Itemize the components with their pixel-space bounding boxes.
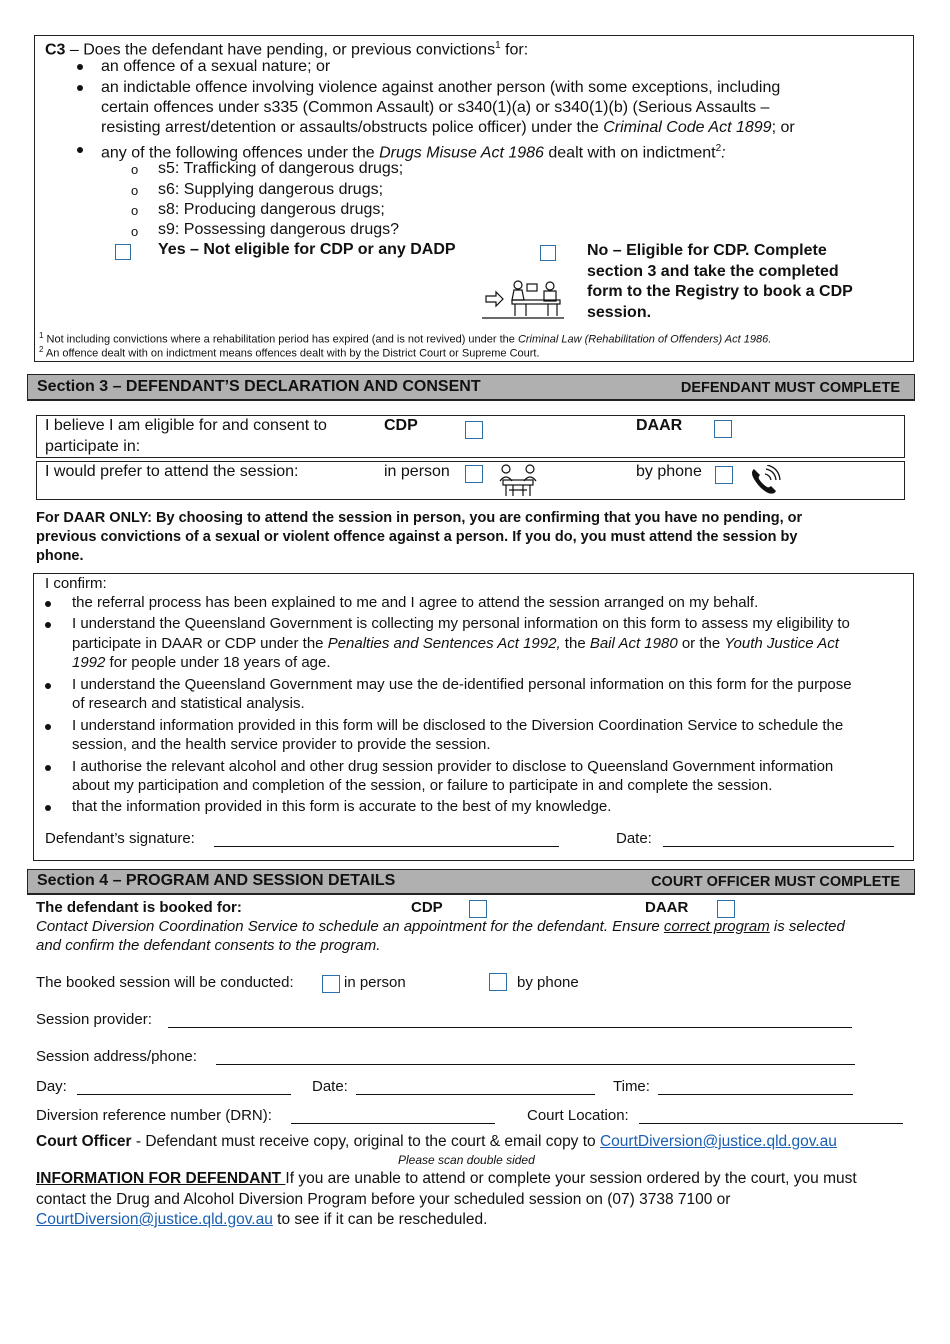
day-field[interactable] [77,1080,291,1095]
court-location-label: Court Location: [527,1107,629,1124]
s4-by-phone-checkbox[interactable] [489,973,507,991]
sub-bullet-icon: o [131,224,139,239]
time-label: Time: [613,1078,650,1095]
confirm-item: the referral process has been explained to me and I agree to attend the session arranged on my behalf. [72,594,759,611]
s3-cdp-checkbox[interactable] [465,421,483,439]
s4-in-person-checkbox[interactable] [322,975,340,993]
booked-for-label: The defendant is booked for: [36,899,242,916]
c3-yes-label: Yes – Not eligible for CDP or any DADP [158,241,456,258]
s4-cdp-checkbox[interactable] [469,900,487,918]
s3-in-person-checkbox[interactable] [465,465,483,483]
info-for-defendant: INFORMATION FOR DEFENDANT If you are unable to attend or complete your session ordered by the court, you must contact the Drug and Alcohol Diversion Program before your scheduled session on (07) 3738 7100 or CourtDiversion@justice.qld.gov.au to see if it can be rescheduled. [36,1170,857,1228]
c3-sub-item: s5: Trafficking of dangerous drugs; [158,160,404,177]
c3-no-label: No – Eligible for CDP. Complete section 3 and take the completed form to the Registry to book a CDP session. [587,242,853,321]
provider-field[interactable] [168,1013,852,1028]
s3-by-phone-checkbox[interactable] [715,466,733,484]
s3-date-field[interactable] [663,832,894,847]
confirm-item: I authorise the relevant alcohol and other drug session provider to disclose to Queensland Government information [72,758,834,775]
attendance-label: I would prefer to attend the session: [45,463,299,480]
c3-bullet-violence-l1: an indictable offence involving violence against another person (with some exceptions, including [101,79,781,96]
s3-by-phone-label: by phone [636,463,702,480]
confirm-item: I understand the Queensland Government may use the de-identified personal information on this form for the purpose [72,676,852,693]
confirm-item-cont: of research and statistical analysis. [72,695,305,712]
c3-sub-item: s6: Supplying dangerous drugs; [158,181,384,198]
c3-yes-checkbox[interactable] [115,244,131,260]
drn-label: Diversion reference number (DRN): [36,1107,272,1124]
s3-daar-checkbox[interactable] [714,420,732,438]
footnote-2: $^2$ An offence dealt with on indictment means offences dealt with by the District Court or Supreme Court. [39,345,540,360]
bullet [77,85,83,91]
time-field[interactable] [658,1080,853,1095]
info-email-link[interactable]: CourtDiversion@justice.qld.gov.au [36,1211,273,1228]
court-location-field[interactable] [639,1109,903,1124]
bullet [77,64,83,70]
provider-label: Session provider: [36,1011,152,1028]
section3-title: Section 3 – DEFENDANT’S DECLARATION AND CONSENT [37,378,481,395]
s3-cdp-label: CDP [384,417,418,434]
in-person-meeting-icon [497,463,539,502]
section4-tag: COURT OFFICER MUST COMPLETE [651,874,900,890]
court-email-link[interactable]: CourtDiversion@justice.qld.gov.au [599,1133,837,1150]
info-label: INFORMATION FOR DEFENDANT [36,1170,286,1187]
section4-header [27,869,915,895]
s4-daar-label: DAAR [645,899,689,916]
footnote-1: $^1$ Not including convictions where a rehabilitation period has expired (and is not revived) under the Criminal Law (Rehabilitation of Offenders) Act 1986. [39,331,772,346]
s3-date-label: Date: [616,830,652,847]
address-field[interactable] [216,1050,855,1065]
confirm-item-cont: 1992 for people under 18 years of age. [72,654,331,671]
confirm-item-cont: session, and the health service provider to provide the session. [72,736,491,753]
c3-bullet-violence-l2: certain offences under s335 (Common Assault) or s340(1)(a) or s340(1)(b) (Serious Assaults – [101,99,770,116]
confirm-title: I confirm: [45,575,107,592]
bullet [77,147,83,153]
c3-question: C3 – Does the defendant have pending, or previous convictions$^1$ for: [45,40,529,59]
sub-bullet-icon: o [131,183,139,198]
s4-date-label: Date: [312,1078,348,1095]
s4-date-field[interactable] [356,1080,595,1095]
confirm-item: that the information provided in this form is accurate to the best of my knowledge. [72,798,612,815]
section3-tag: DEFENDANT MUST COMPLETE [680,380,900,396]
drn-field[interactable] [291,1109,495,1124]
court-officer-note: Court Officer - Defendant must receive copy, original to the court & email copy to CourtDiversion@justice.qld.gov.au [36,1133,837,1150]
c3-bullet-drugs: any of the following offences under the Drugs Misuse Act 1986 dealt with on indictment$^2$: [101,143,726,162]
section3-header [27,374,915,401]
registry-counter-icon [482,278,564,325]
s3-in-person-label: in person [384,463,450,480]
address-label: Session address/phone: [36,1048,197,1065]
daar-note: For DAAR ONLY: By choosing to attend the session in person, you are confirming that you have no pending, or previous convictions of a sexual or violent offence against a person. If you do, you must attend the session by phone. [36,510,803,564]
s4-by-phone-label: by phone [517,974,579,991]
c3-bullet-violence-l3: resisting arrest/detention or assaults/obstructs police officer) under the Criminal Code Act 1899; or [101,119,795,136]
s4-daar-checkbox[interactable] [717,900,735,918]
confirm-item: I understand the Queensland Government is collecting my personal information on this form to assess my eligibility to [72,615,850,632]
sub-bullet-icon: o [131,203,139,218]
s4-in-person-label: in person [344,974,406,991]
section4-title: Section 4 – PROGRAM AND SESSION DETAILS [37,872,396,889]
phone-call-icon [748,465,782,502]
signature-label: Defendant’s signature: [45,830,195,847]
s3-daar-label: DAAR [636,417,683,434]
confirm-item-cont: about my participation and completion of the session, or failure to participate in and complete the session. [72,777,773,794]
c3-sub-item: s9: Possessing dangerous drugs? [158,221,400,238]
sub-bullet-icon: o [131,162,139,177]
c3-sub-item: s8: Producing dangerous drugs; [158,201,385,218]
s4-instructions: Contact Diversion Coordination Service to schedule an appointment for the defendant. Ensure correct program is selected and confirm the defendant consents to the program. [36,918,845,954]
c3-bullet-sexual: an offence of a sexual nature; or [101,58,331,75]
c3-no-checkbox[interactable] [540,245,556,261]
daar-note-label: For DAAR ONLY [36,510,148,526]
scan-note: Please scan double sided [398,1153,535,1167]
confirm-item-cont: participate in DAAR or CDP under the Penalties and Sentences Act 1992, the Bail Act 1980 or the Youth Justice Act [72,635,839,652]
s4-cdp-label: CDP [411,899,443,916]
conducted-label: The booked session will be conducted: [36,974,294,991]
confirm-item: I understand information provided in this form will be disclosed to the Diversion Coordination Service to schedule the [72,717,844,734]
signature-field[interactable] [214,832,559,847]
eligibility-label: I believe I am eligible for and consent to participate in: [45,417,327,455]
day-label: Day: [36,1078,67,1095]
c3-label: C3 [45,41,66,59]
